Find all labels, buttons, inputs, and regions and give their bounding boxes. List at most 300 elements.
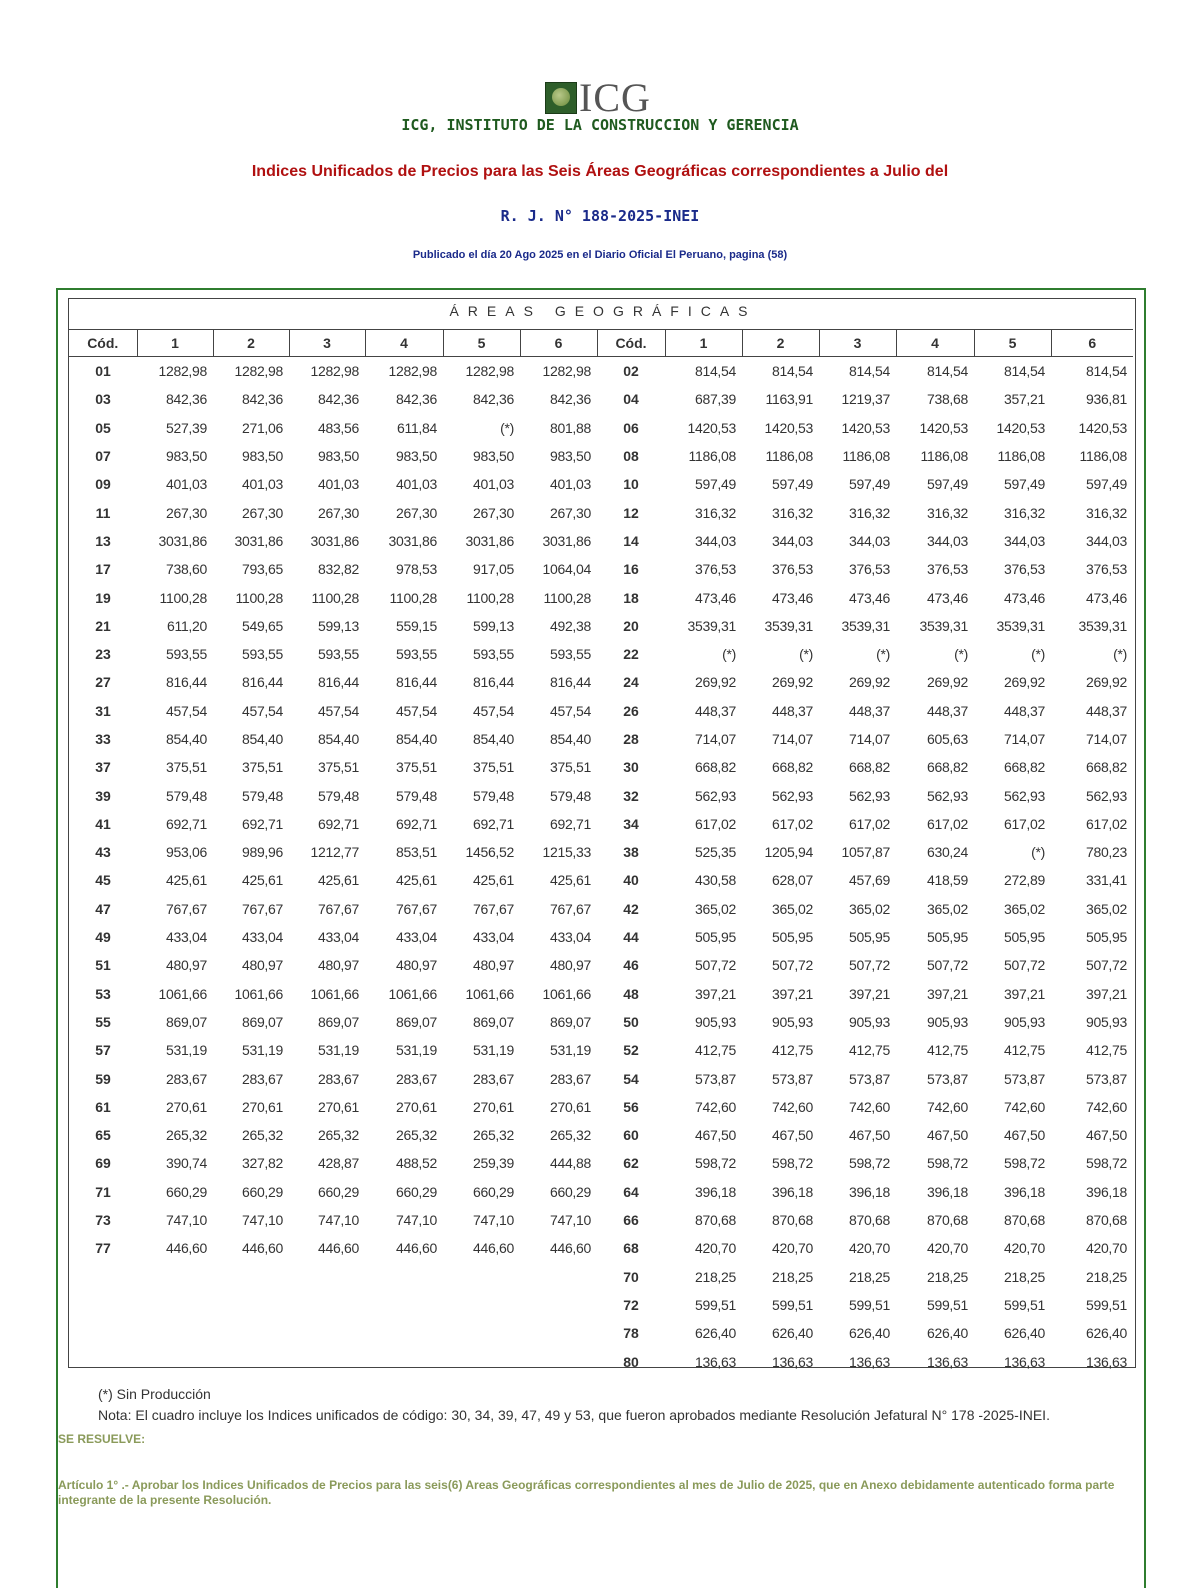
index-value-cell: 433,04 [317, 929, 359, 946]
index-value-cell: 505,95 [771, 929, 813, 946]
index-value-cell: 597,49 [848, 476, 890, 493]
index-value-cell: 467,50 [1085, 1127, 1127, 1144]
index-code-cell: 21 [95, 617, 111, 634]
index-value-cell: 842,36 [317, 391, 359, 408]
index-value-cell: 344,03 [771, 532, 813, 549]
table-row [69, 612, 1133, 640]
index-value-cell: 599,13 [317, 617, 359, 634]
index-value-cell: 265,32 [549, 1127, 591, 1144]
index-value-cell: 870,68 [694, 1212, 736, 1229]
index-value-cell [213, 1291, 289, 1319]
table-row [69, 810, 1133, 838]
column-header-area: 3 [289, 330, 365, 357]
logo-text: ICG [579, 75, 651, 120]
table-row [69, 498, 1133, 526]
index-value-cell: 3539,31 [996, 617, 1045, 634]
index-value-cell: 376,53 [1085, 561, 1127, 578]
index-code-cell: 47 [95, 900, 111, 917]
index-value-cell: 467,50 [771, 1127, 813, 1144]
index-code-cell: 20 [623, 617, 639, 634]
areas-header: ÁREAS GEOGRÁFICAS [449, 303, 757, 319]
index-value-cell: 344,03 [1085, 532, 1127, 549]
index-value-cell: 365,02 [1003, 900, 1045, 917]
index-value-cell: 1186,08 [688, 448, 736, 465]
index-value-cell: 488,52 [395, 1155, 437, 1172]
table-row [69, 385, 1133, 413]
index-value-cell: 793,65 [241, 561, 283, 578]
index-value-cell: 505,95 [926, 929, 968, 946]
index-value-cell [289, 1347, 365, 1375]
index-value-cell [289, 1291, 365, 1319]
table-row [69, 980, 1133, 1008]
index-value-cell: 396,18 [1085, 1183, 1127, 1200]
table-row [69, 866, 1133, 894]
index-value-cell: 842,36 [165, 391, 207, 408]
index-value-cell: 668,82 [771, 759, 813, 776]
index-code-cell: 26 [623, 702, 639, 719]
index-value-cell: 397,21 [694, 985, 736, 1002]
index-value-cell: 531,19 [549, 1042, 591, 1059]
column-header-area: 1 [137, 330, 213, 357]
index-value-cell: 272,89 [1003, 872, 1045, 889]
index-value-cell: 668,82 [1085, 759, 1127, 776]
index-value-cell: 316,32 [694, 504, 736, 521]
index-code-cell: 07 [95, 448, 111, 465]
index-value-cell: 448,37 [694, 702, 736, 719]
index-value-cell: 593,55 [241, 646, 283, 663]
index-value-cell: 738,60 [165, 561, 207, 578]
index-value-cell: 983,50 [395, 448, 437, 465]
index-value-cell: 531,19 [317, 1042, 359, 1059]
index-value-cell: 3539,31 [841, 617, 890, 634]
index-value-cell: 1100,28 [159, 589, 207, 606]
index-code-cell: 33 [95, 731, 111, 747]
index-value-cell: 692,71 [241, 815, 283, 832]
indices-grid [69, 329, 1133, 1376]
index-value-cell: 626,40 [926, 1325, 968, 1342]
index-value-cell: 412,75 [1003, 1042, 1045, 1059]
index-value-cell: 3031,86 [388, 532, 437, 549]
index-value-cell: 218,25 [848, 1268, 890, 1285]
index-value-cell: 531,19 [395, 1042, 437, 1059]
index-code-cell [69, 1347, 137, 1375]
index-value-cell: 270,61 [165, 1098, 207, 1115]
index-value-cell: 492,38 [549, 617, 591, 634]
table-row [69, 583, 1133, 611]
index-value-cell: 448,37 [926, 702, 968, 719]
index-value-cell: 1420,53 [764, 419, 813, 436]
index-value-cell: 692,71 [317, 815, 359, 832]
index-value-cell: 376,53 [926, 561, 968, 578]
index-value-cell: 562,93 [694, 787, 736, 804]
table-row [69, 923, 1133, 951]
index-value-cell: 1061,66 [388, 985, 437, 1002]
table-row [69, 781, 1133, 809]
index-value-cell: 425,61 [241, 872, 283, 889]
index-value-cell [365, 1347, 443, 1375]
index-value-cell: 611,20 [167, 617, 207, 634]
index-value-cell: 480,97 [241, 957, 283, 974]
index-value-cell: 365,02 [1085, 900, 1127, 917]
index-value-cell: (*) [722, 646, 736, 663]
index-value-cell: 747,10 [317, 1212, 359, 1229]
index-value-cell: 365,02 [926, 900, 968, 917]
index-code-cell: 08 [623, 448, 639, 465]
index-value-cell: 593,55 [317, 646, 359, 663]
index-value-cell: 283,67 [165, 1070, 207, 1087]
index-value-cell: 283,67 [395, 1070, 437, 1087]
index-code-cell: 13 [95, 532, 111, 549]
index-value-cell: 573,87 [1085, 1070, 1127, 1087]
index-value-cell: 525,35 [694, 844, 736, 861]
table-row [69, 527, 1133, 555]
index-code-cell: 56 [623, 1098, 639, 1115]
index-value-cell: 3031,86 [465, 532, 514, 549]
index-value-cell: 854,40 [241, 731, 283, 747]
index-value-cell [289, 1319, 365, 1347]
index-value-cell: 1420,53 [841, 419, 890, 436]
index-code-cell: 24 [623, 674, 639, 691]
index-code-cell: 27 [95, 674, 111, 691]
index-value-cell: 467,50 [1003, 1127, 1045, 1144]
index-value-cell: 412,75 [926, 1042, 968, 1059]
index-code-cell: 61 [95, 1098, 111, 1115]
index-value-cell: 767,67 [317, 900, 359, 917]
index-value-cell: 842,36 [472, 391, 514, 408]
index-value-cell: 617,02 [771, 815, 813, 832]
index-value-cell: 668,82 [1003, 759, 1045, 776]
index-value-cell: 660,29 [241, 1183, 283, 1200]
index-value-cell [443, 1347, 520, 1375]
index-value-cell: 870,68 [1085, 1212, 1127, 1229]
index-code-cell [69, 1291, 137, 1319]
index-value-cell: 767,67 [472, 900, 514, 917]
index-value-cell: 579,48 [317, 787, 359, 804]
index-value-cell: 507,72 [1003, 957, 1045, 974]
table-row [69, 470, 1133, 498]
index-value-cell: 593,55 [472, 646, 514, 663]
index-code-cell: 40 [623, 872, 639, 889]
index-value-cell [365, 1291, 443, 1319]
index-value-cell: 283,67 [472, 1070, 514, 1087]
index-value-cell: (*) [954, 646, 968, 663]
index-value-cell: 742,60 [848, 1098, 890, 1115]
index-value-cell: 714,07 [848, 731, 890, 747]
index-value-cell: 412,75 [694, 1042, 736, 1059]
index-value-cell: 780,23 [1085, 844, 1127, 861]
index-value-cell: 136,63 [694, 1353, 736, 1370]
index-value-cell: 527,39 [165, 419, 207, 436]
index-value-cell: 283,67 [317, 1070, 359, 1087]
index-value-cell: 3031,86 [158, 532, 207, 549]
index-value-cell: 3031,86 [310, 532, 359, 549]
index-value-cell: 617,02 [694, 815, 736, 832]
table-row [69, 725, 1133, 753]
index-value-cell: 480,97 [165, 957, 207, 974]
index-value-cell: 433,04 [241, 929, 283, 946]
index-value-cell: 473,46 [1003, 589, 1045, 606]
index-value-cell: 3539,31 [919, 617, 968, 634]
index-value-cell: 579,48 [395, 787, 437, 804]
index-code-cell: 18 [623, 589, 639, 606]
index-value-cell: 365,02 [771, 900, 813, 917]
index-value-cell: 365,02 [848, 900, 890, 917]
index-value-cell: 816,44 [241, 674, 283, 691]
index-value-cell [213, 1347, 289, 1375]
table-row [69, 414, 1133, 442]
index-code-cell: 68 [623, 1240, 639, 1257]
resolution-number: R. J. N° 188-2025-INEI [500, 207, 700, 225]
index-code-cell: 59 [95, 1070, 111, 1087]
index-value-cell: 344,03 [848, 532, 890, 549]
index-value-cell: 396,18 [848, 1183, 890, 1200]
index-value-cell: 283,67 [241, 1070, 283, 1087]
index-code-cell: 53 [95, 985, 111, 1002]
column-header-area: 1 [665, 330, 742, 357]
index-value-cell: 1057,87 [841, 844, 890, 861]
index-code-cell: 50 [623, 1013, 639, 1030]
index-value-cell: 983,50 [165, 448, 207, 465]
index-code-cell: 28 [623, 731, 639, 747]
index-value-cell: 3539,31 [1078, 617, 1127, 634]
index-code-cell: 05 [95, 419, 111, 436]
index-value-cell: 316,32 [926, 504, 968, 521]
index-value-cell: 327,82 [241, 1155, 283, 1172]
index-value-cell: 668,82 [848, 759, 890, 776]
index-value-cell: 870,68 [771, 1212, 813, 1229]
index-value-cell: 854,40 [472, 731, 514, 747]
index-value-cell: 505,95 [848, 929, 890, 946]
index-code-cell: 70 [623, 1268, 639, 1285]
column-header-area: 6 [1051, 330, 1133, 357]
index-value-cell: 814,54 [1003, 363, 1045, 380]
index-value-cell: 267,30 [241, 504, 283, 521]
index-value-cell: 1186,08 [1079, 448, 1127, 465]
index-value-cell: 599,13 [472, 617, 514, 634]
index-code-cell [69, 1263, 137, 1291]
index-value-cell: 357,21 [1003, 391, 1045, 408]
index-value-cell: 870,68 [926, 1212, 968, 1229]
index-value-cell: 420,70 [926, 1240, 968, 1257]
column-header-code: Cód. [69, 330, 137, 357]
index-value-cell: 1061,66 [158, 985, 207, 1002]
index-value-cell: 1100,28 [311, 589, 359, 606]
index-value-cell: 270,61 [317, 1098, 359, 1115]
index-value-cell: 842,36 [395, 391, 437, 408]
index-code-cell: 60 [623, 1127, 639, 1144]
index-value-cell: 687,39 [694, 391, 736, 408]
index-value-cell: 562,93 [848, 787, 890, 804]
column-header-area: 3 [819, 330, 896, 357]
table-row [69, 442, 1133, 470]
index-value-cell: 480,97 [395, 957, 437, 974]
index-value-cell: 448,37 [848, 702, 890, 719]
index-value-cell: 767,67 [549, 900, 591, 917]
institute-heading: ICG, INSTITUTO DE LA CONSTRUCCION Y GERENCIA [401, 116, 799, 134]
index-value-cell: 401,03 [395, 476, 437, 493]
index-value-cell: 376,53 [694, 561, 736, 578]
index-code-cell: 19 [95, 589, 111, 606]
index-value-cell: (*) [1031, 646, 1045, 663]
index-value-cell: 905,93 [694, 1013, 736, 1030]
index-value-cell: 428,87 [317, 1155, 359, 1172]
index-value-cell: 854,40 [165, 731, 207, 747]
index-value-cell: 816,44 [549, 674, 591, 691]
index-value-cell: 457,54 [395, 702, 437, 719]
index-value-cell: 331,41 [1085, 872, 1127, 889]
index-value-cell: 573,87 [694, 1070, 736, 1087]
index-value-cell: 742,60 [694, 1098, 736, 1115]
index-value-cell: 375,51 [472, 759, 514, 776]
table-row [69, 1064, 1133, 1092]
index-value-cell: 814,54 [694, 363, 736, 380]
index-code-cell: 73 [95, 1212, 111, 1229]
index-value-cell: 396,18 [771, 1183, 813, 1200]
index-value-cell: 562,93 [1085, 787, 1127, 804]
index-value-cell: 433,04 [165, 929, 207, 946]
index-code-cell: 03 [95, 391, 111, 408]
index-value-cell: 617,02 [1003, 815, 1045, 832]
index-value-cell: 599,51 [926, 1296, 968, 1313]
index-value-cell: 742,60 [926, 1098, 968, 1115]
index-value-cell: 738,68 [926, 391, 968, 408]
index-value-cell: 396,18 [1003, 1183, 1045, 1200]
index-value-cell: 344,03 [926, 532, 968, 549]
index-value-cell: 265,32 [317, 1127, 359, 1144]
index-value-cell: 989,96 [241, 844, 283, 861]
index-value-cell: 269,92 [771, 674, 813, 691]
index-value-cell: 267,30 [395, 504, 437, 521]
index-value-cell: 870,68 [848, 1212, 890, 1229]
index-value-cell: 507,72 [926, 957, 968, 974]
index-value-cell: 375,51 [241, 759, 283, 776]
index-value-cell: 401,03 [317, 476, 359, 493]
index-value-cell: 271,06 [241, 419, 283, 436]
index-value-cell: 397,21 [1003, 985, 1045, 1002]
index-value-cell: 1420,53 [996, 419, 1045, 436]
index-value-cell: 344,03 [1003, 532, 1045, 549]
index-value-cell: 483,56 [317, 419, 359, 436]
index-value-cell: (*) [500, 419, 514, 436]
column-header-code: Cód. [597, 330, 665, 357]
index-value-cell [520, 1347, 597, 1375]
index-value-cell: 617,02 [1085, 815, 1127, 832]
index-value-cell: 579,48 [165, 787, 207, 804]
index-value-cell: 869,07 [165, 1013, 207, 1030]
index-value-cell: 446,60 [165, 1240, 207, 1257]
index-value-cell: 573,87 [1003, 1070, 1045, 1087]
index-value-cell: 136,63 [926, 1353, 968, 1370]
index-value-cell: 598,72 [1003, 1155, 1045, 1172]
index-value-cell: 375,51 [549, 759, 591, 776]
index-code-cell: 80 [623, 1353, 639, 1370]
index-value-cell: 267,30 [549, 504, 591, 521]
index-value-cell: 265,32 [165, 1127, 207, 1144]
table-row [69, 555, 1133, 583]
index-value-cell: 425,61 [472, 872, 514, 889]
index-value-cell: 218,25 [1003, 1268, 1045, 1285]
table-row [69, 1319, 1133, 1347]
column-header-area: 6 [520, 330, 597, 357]
index-value-cell: 598,72 [926, 1155, 968, 1172]
index-value-cell: 467,50 [694, 1127, 736, 1144]
index-code-cell: 64 [623, 1183, 639, 1200]
index-value-cell: 376,53 [848, 561, 890, 578]
index-value-cell: 269,92 [926, 674, 968, 691]
index-code-cell: 42 [623, 900, 639, 917]
index-value-cell: 396,18 [926, 1183, 968, 1200]
index-value-cell: 269,92 [1085, 674, 1127, 691]
index-value-cell: 842,36 [241, 391, 283, 408]
index-code-cell: 41 [95, 815, 111, 832]
table-header-row [69, 330, 1133, 357]
index-value-cell: 869,07 [549, 1013, 591, 1030]
index-value-cell: 446,60 [549, 1240, 591, 1257]
index-code-cell: 43 [95, 844, 111, 861]
index-value-cell: 1420,53 [687, 419, 736, 436]
index-value-cell: 668,82 [694, 759, 736, 776]
index-value-cell: 593,55 [549, 646, 591, 663]
index-value-cell: 365,02 [694, 900, 736, 917]
index-value-cell: 1282,98 [388, 363, 437, 380]
index-value-cell: 626,40 [1003, 1325, 1045, 1342]
index-value-cell: 1186,08 [842, 448, 890, 465]
index-value-cell: 420,70 [694, 1240, 736, 1257]
index-value-cell: 559,15 [395, 617, 437, 634]
index-value-cell: 1282,98 [234, 363, 283, 380]
table-row [69, 1121, 1133, 1149]
index-code-cell: 77 [95, 1240, 111, 1257]
index-value-cell: 1061,66 [542, 985, 591, 1002]
index-value-cell: 425,61 [165, 872, 207, 889]
index-code-cell: 39 [95, 787, 111, 804]
articulo-text: Artículo 1° .- Aprobar los Indices Unificados de Precios para las seis(6) Areas Geográficas correspondientes al mes de Julio de 2025, que en Anexo debidamente autenticado forma parte integrante de la presente Resolución. [58, 1478, 1115, 1507]
table-row [69, 838, 1133, 866]
index-value-cell: 1215,33 [542, 844, 591, 861]
index-value-cell: 375,51 [165, 759, 207, 776]
index-code-cell: 55 [95, 1013, 111, 1030]
index-value-cell: 420,70 [848, 1240, 890, 1257]
index-value-cell: 869,07 [395, 1013, 437, 1030]
index-value-cell: 1186,08 [997, 448, 1045, 465]
index-value-cell: 801,88 [549, 419, 591, 436]
index-value-cell [137, 1263, 213, 1291]
index-value-cell: 3539,31 [687, 617, 736, 634]
index-value-cell: 573,87 [848, 1070, 890, 1087]
index-value-cell: 1061,66 [310, 985, 359, 1002]
index-value-cell: 390,74 [165, 1155, 207, 1172]
index-code-cell: 69 [95, 1155, 111, 1172]
index-value-cell: 473,46 [926, 589, 968, 606]
index-value-cell: 467,50 [848, 1127, 890, 1144]
index-value-cell: 1100,28 [466, 589, 514, 606]
index-value-cell: 832,82 [317, 561, 359, 578]
se-resuelve-label: SE RESUELVE: [58, 1432, 146, 1446]
index-value-cell: 136,63 [1003, 1353, 1045, 1370]
index-value-cell: 446,60 [472, 1240, 514, 1257]
index-value-cell: 1100,28 [543, 589, 591, 606]
publication-note: Publicado el día 20 Ago 2025 en el Diario Oficial El Peruano, pagina (58) [412, 249, 788, 261]
index-value-cell: 983,50 [472, 448, 514, 465]
index-code-cell: 62 [623, 1155, 639, 1172]
index-value-cell: 446,60 [241, 1240, 283, 1257]
index-value-cell: 397,21 [771, 985, 813, 1002]
index-value-cell: 599,51 [771, 1296, 813, 1313]
table-row [69, 895, 1133, 923]
index-value-cell: 597,49 [1085, 476, 1127, 493]
index-value-cell: 854,40 [549, 731, 591, 747]
index-code-cell: 31 [95, 702, 111, 719]
